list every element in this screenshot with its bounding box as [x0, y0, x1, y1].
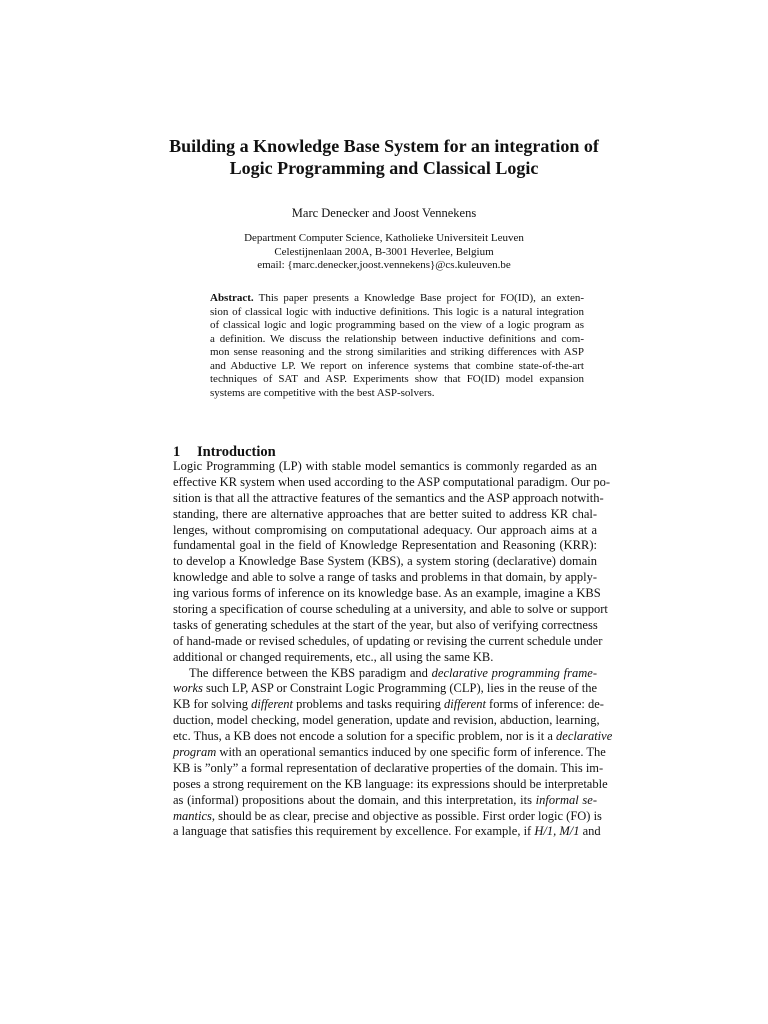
body-line: a language that satisfies this requirement by excellence. For example, if H/1, M/1 and	[173, 824, 601, 839]
section-number: 1	[173, 444, 181, 461]
body-line: storing a specification of course scheduling at a university, and able to solve or support	[173, 602, 608, 617]
body-line: effective KR system when used according to the ASP computational paradigm. Our po-	[173, 474, 611, 489]
paper-title	[150, 135, 618, 179]
body-line: knowledge and able to solve a range of tasks and problems in that domain, by apply-	[173, 570, 597, 585]
affiliation-line-2: Celestijnenlaan 200A, B-3001 Heverlee, Belgium	[274, 245, 494, 258]
body-line: as (informal) propositions about the domain, and this interpretation, its informal se-	[173, 792, 597, 807]
body-line: lenges, without compromising on computational adequacy. Our approach aims at a	[173, 522, 597, 537]
abstract	[210, 292, 584, 400]
body-line: The difference between the KBS paradigm and declarative programming frame-	[189, 665, 597, 680]
abstract-line: systems are competitive with the best ASP-solvers.	[210, 386, 435, 399]
body-line: of hand-made or revised schedules, of updating or revising the current schedule under	[173, 633, 603, 648]
body-line: Logic Programming (LP) with stable model semantics is commonly regarded as an	[173, 459, 597, 473]
affiliation	[150, 232, 618, 273]
body-line: tasks of generating schedules at the start of the year, but also of verifying correctness	[173, 617, 598, 632]
section-title: Introduction	[197, 444, 276, 461]
body-line: to develop a Knowledge Base System (KBS), a system storing (declarative) domain	[173, 554, 597, 569]
abstract-line: mon sense reasoning and the strong similarities and striking differences with ASP	[210, 346, 584, 358]
math-expression: H/1, M/1	[534, 824, 580, 839]
body-line: additional or changed requirements, etc., all using the same KB.	[173, 649, 494, 664]
body-line: sition is that all the attractive features of the semantics and the ASP approach notwith-	[173, 490, 604, 505]
body-line: standing, there are alternative approaches that are better suited to address KR chal-	[173, 506, 597, 521]
body-line: program with an operational semantics induced by one specific form of inference. The	[173, 745, 606, 760]
body-line: etc. Thus, a KB does not encode a solution for a specific problem, nor is it a declarative	[173, 729, 613, 744]
title-line-2: Logic Programming and Classical Logic	[229, 158, 539, 178]
body-line: duction, model checking, model generation, update and revision, abduction, learning,	[173, 713, 600, 728]
body-line: fundamental goal in the field of Knowledge Representation and Reasoning (KRR):	[173, 538, 597, 553]
abstract-line: techniques of SAT and ASP. Experiments show that FO(ID) model expansion	[210, 373, 584, 385]
body-line: KB is ”only” a formal representation of declarative properties of the domain. This im-	[173, 760, 604, 775]
abstract-line: sion of classical logic with inductive definitions. This logic is a natural integration	[210, 305, 584, 318]
affiliation-line-1: Department Computer Science, Katholieke Universiteit Leuven	[244, 232, 524, 244]
abstract-line: Abstract. This paper presents a Knowledge Base project for FO(ID), an exten-	[210, 292, 584, 304]
abstract-label: Abstract.	[210, 292, 254, 304]
body-line: poses a strong requirement on the KB language: its expressions should be interpretable	[173, 776, 608, 791]
abstract-line: and Abductive LP. We report on inference systems that combine state-of-the-art	[210, 359, 584, 372]
body-text	[173, 459, 613, 840]
body-line: KB for solving different problems and tasks requiring different forms of inference: de-	[173, 697, 604, 712]
body-line: works such LP, ASP or Constraint Logic Programming (CLP), lies in the reuse of the	[173, 681, 597, 696]
affiliation-email: email: {marc.denecker,joost.vennekens}@cs.kuleuven.be	[257, 259, 511, 271]
abstract-line: of classical logic and logic programming based on the view of a logic program as	[210, 319, 584, 331]
title-line-1: Building a Knowledge Base System for an integration of	[169, 136, 599, 156]
body-line: ing various forms of inference on its knowledge base. As an example, imagine a KBS	[173, 586, 601, 601]
body-line: mantics, should be as clear, precise and objective as possible. First order logic (FO) is	[173, 808, 602, 823]
authors: Marc Denecker and Joost Vennekens	[291, 206, 477, 220]
abstract-line: a definition. We discuss the relationship between inductive definitions and com-	[210, 332, 584, 345]
